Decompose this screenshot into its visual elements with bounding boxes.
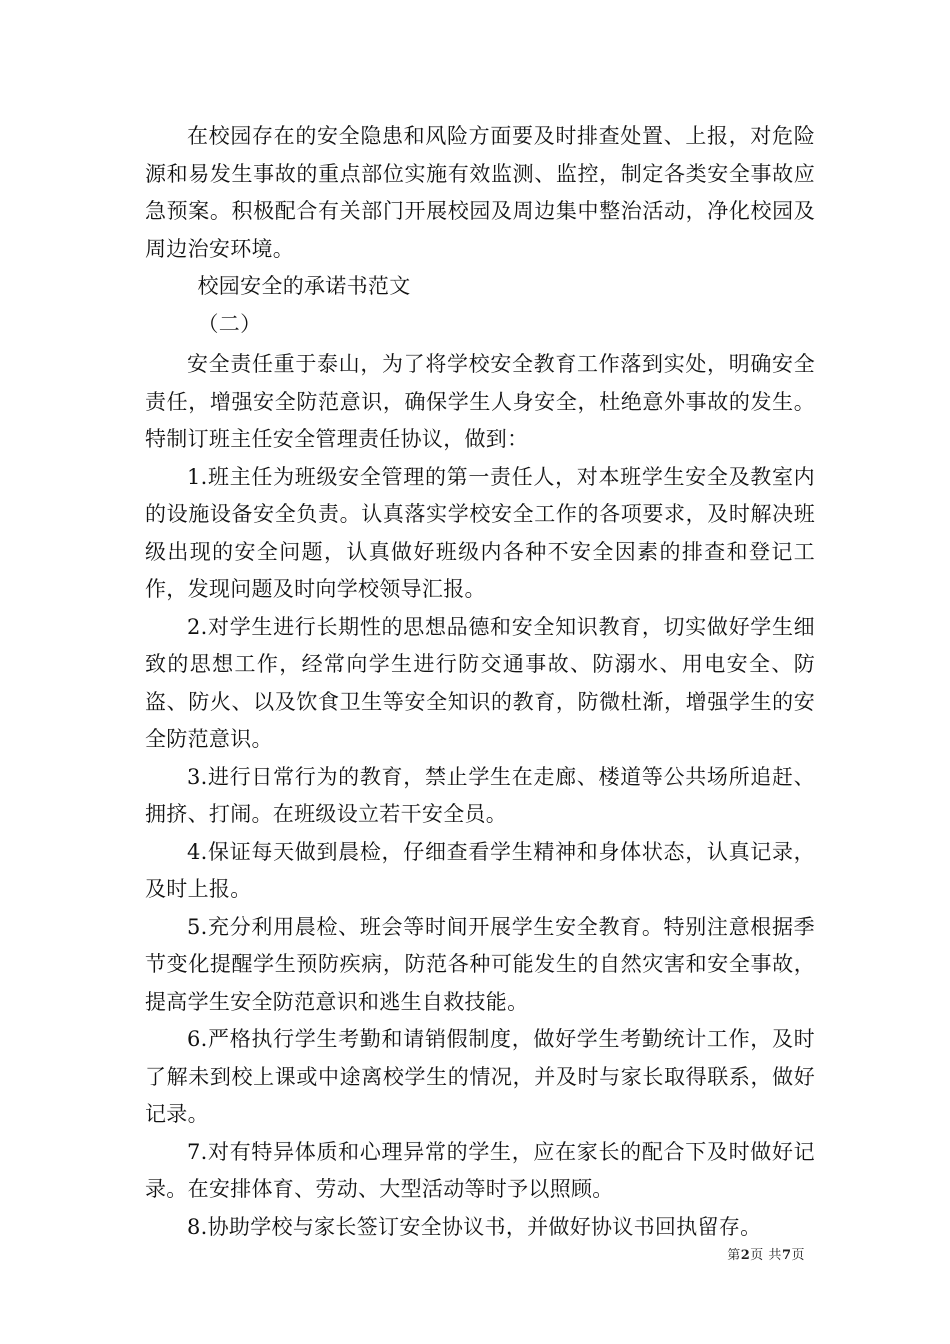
list-item: 6.严格执行学生考勤和请销假制度，做好学生考勤统计工作，及时了解未到校上课或中途离校学生的情况，并及时与家长取得联系，做好记录。: [145, 1027, 815, 1126]
section-title: 校园安全的承诺书范文: [197, 274, 411, 298]
page-footer: [727, 1244, 805, 1263]
paragraph-preamble: 安全责任重于泰山，为了将学校安全教育工作落到实处，明确安全责任，增强安全防范意识，确保学生人身安全，杜绝意外事故的发生。特制订班主任安全管理责任协议，做到：: [145, 352, 815, 451]
document-body: [145, 118, 815, 1246]
footer-prefix: 第: [727, 1248, 741, 1263]
list-item: 2.对学生进行长期性的思想品德和安全知识教育，切实做好学生细致的思想工作，经常向学生进行防交通事故、防溺水、用电安全、防盗、防火、以及饮食卫生等安全知识的教育，防微杜渐，增强学生的安全防范意识。: [145, 614, 815, 751]
list-item: 4.保证每天做到晨检，仔细查看学生精神和身体状态，认真记录，及时上报。: [145, 839, 815, 901]
list-item: 8.协助学校与家长签订安全协议书，并做好协议书回执留存。: [187, 1214, 762, 1239]
list-item: 3.进行日常行为的教育，禁止学生在走廊、楼道等公共场所追赶、拥挤、打闹。在班级设立若干安全员。: [145, 764, 815, 826]
footer-total-pages: 7: [781, 1248, 792, 1263]
footer-current-page: 2: [740, 1248, 751, 1263]
list-item: 1.班主任为班级安全管理的第一责任人，对本班学生安全及教室内的设施设备安全负责。认真落实学校安全工作的各项要求，及时解决班级出现的安全问题，认真做好班级内各种不安全因素的排查和登记工作，发现问题及时向学校领导汇报。: [145, 464, 815, 601]
list-item: 7.对有特异体质和心理异常的学生，应在家长的配合下及时做好记录。在安排体育、劳动、大型活动等时予以照顾。: [145, 1139, 815, 1201]
footer-middle: 页 共: [750, 1248, 782, 1263]
footer-suffix: 页: [791, 1248, 805, 1263]
list-item: 5.充分利用晨检、班会等时间开展学生安全教育。特别注意根据季节变化提醒学生预防疾病，防范各种可能发生的自然灾害和安全事故，提高学生安全防范意识和逃生自救技能。: [145, 914, 815, 1014]
section-number: （二）: [197, 311, 262, 336]
paragraph-intro: 在校园存在的安全隐患和风险方面要及时排查处置、上报，对危险源和易发生事故的重点部位实施有效监测、监控，制定各类安全事故应急预案。积极配合有关部门开展校园及周边集中整治活动，净化校园及周边治安环境。: [145, 124, 815, 261]
